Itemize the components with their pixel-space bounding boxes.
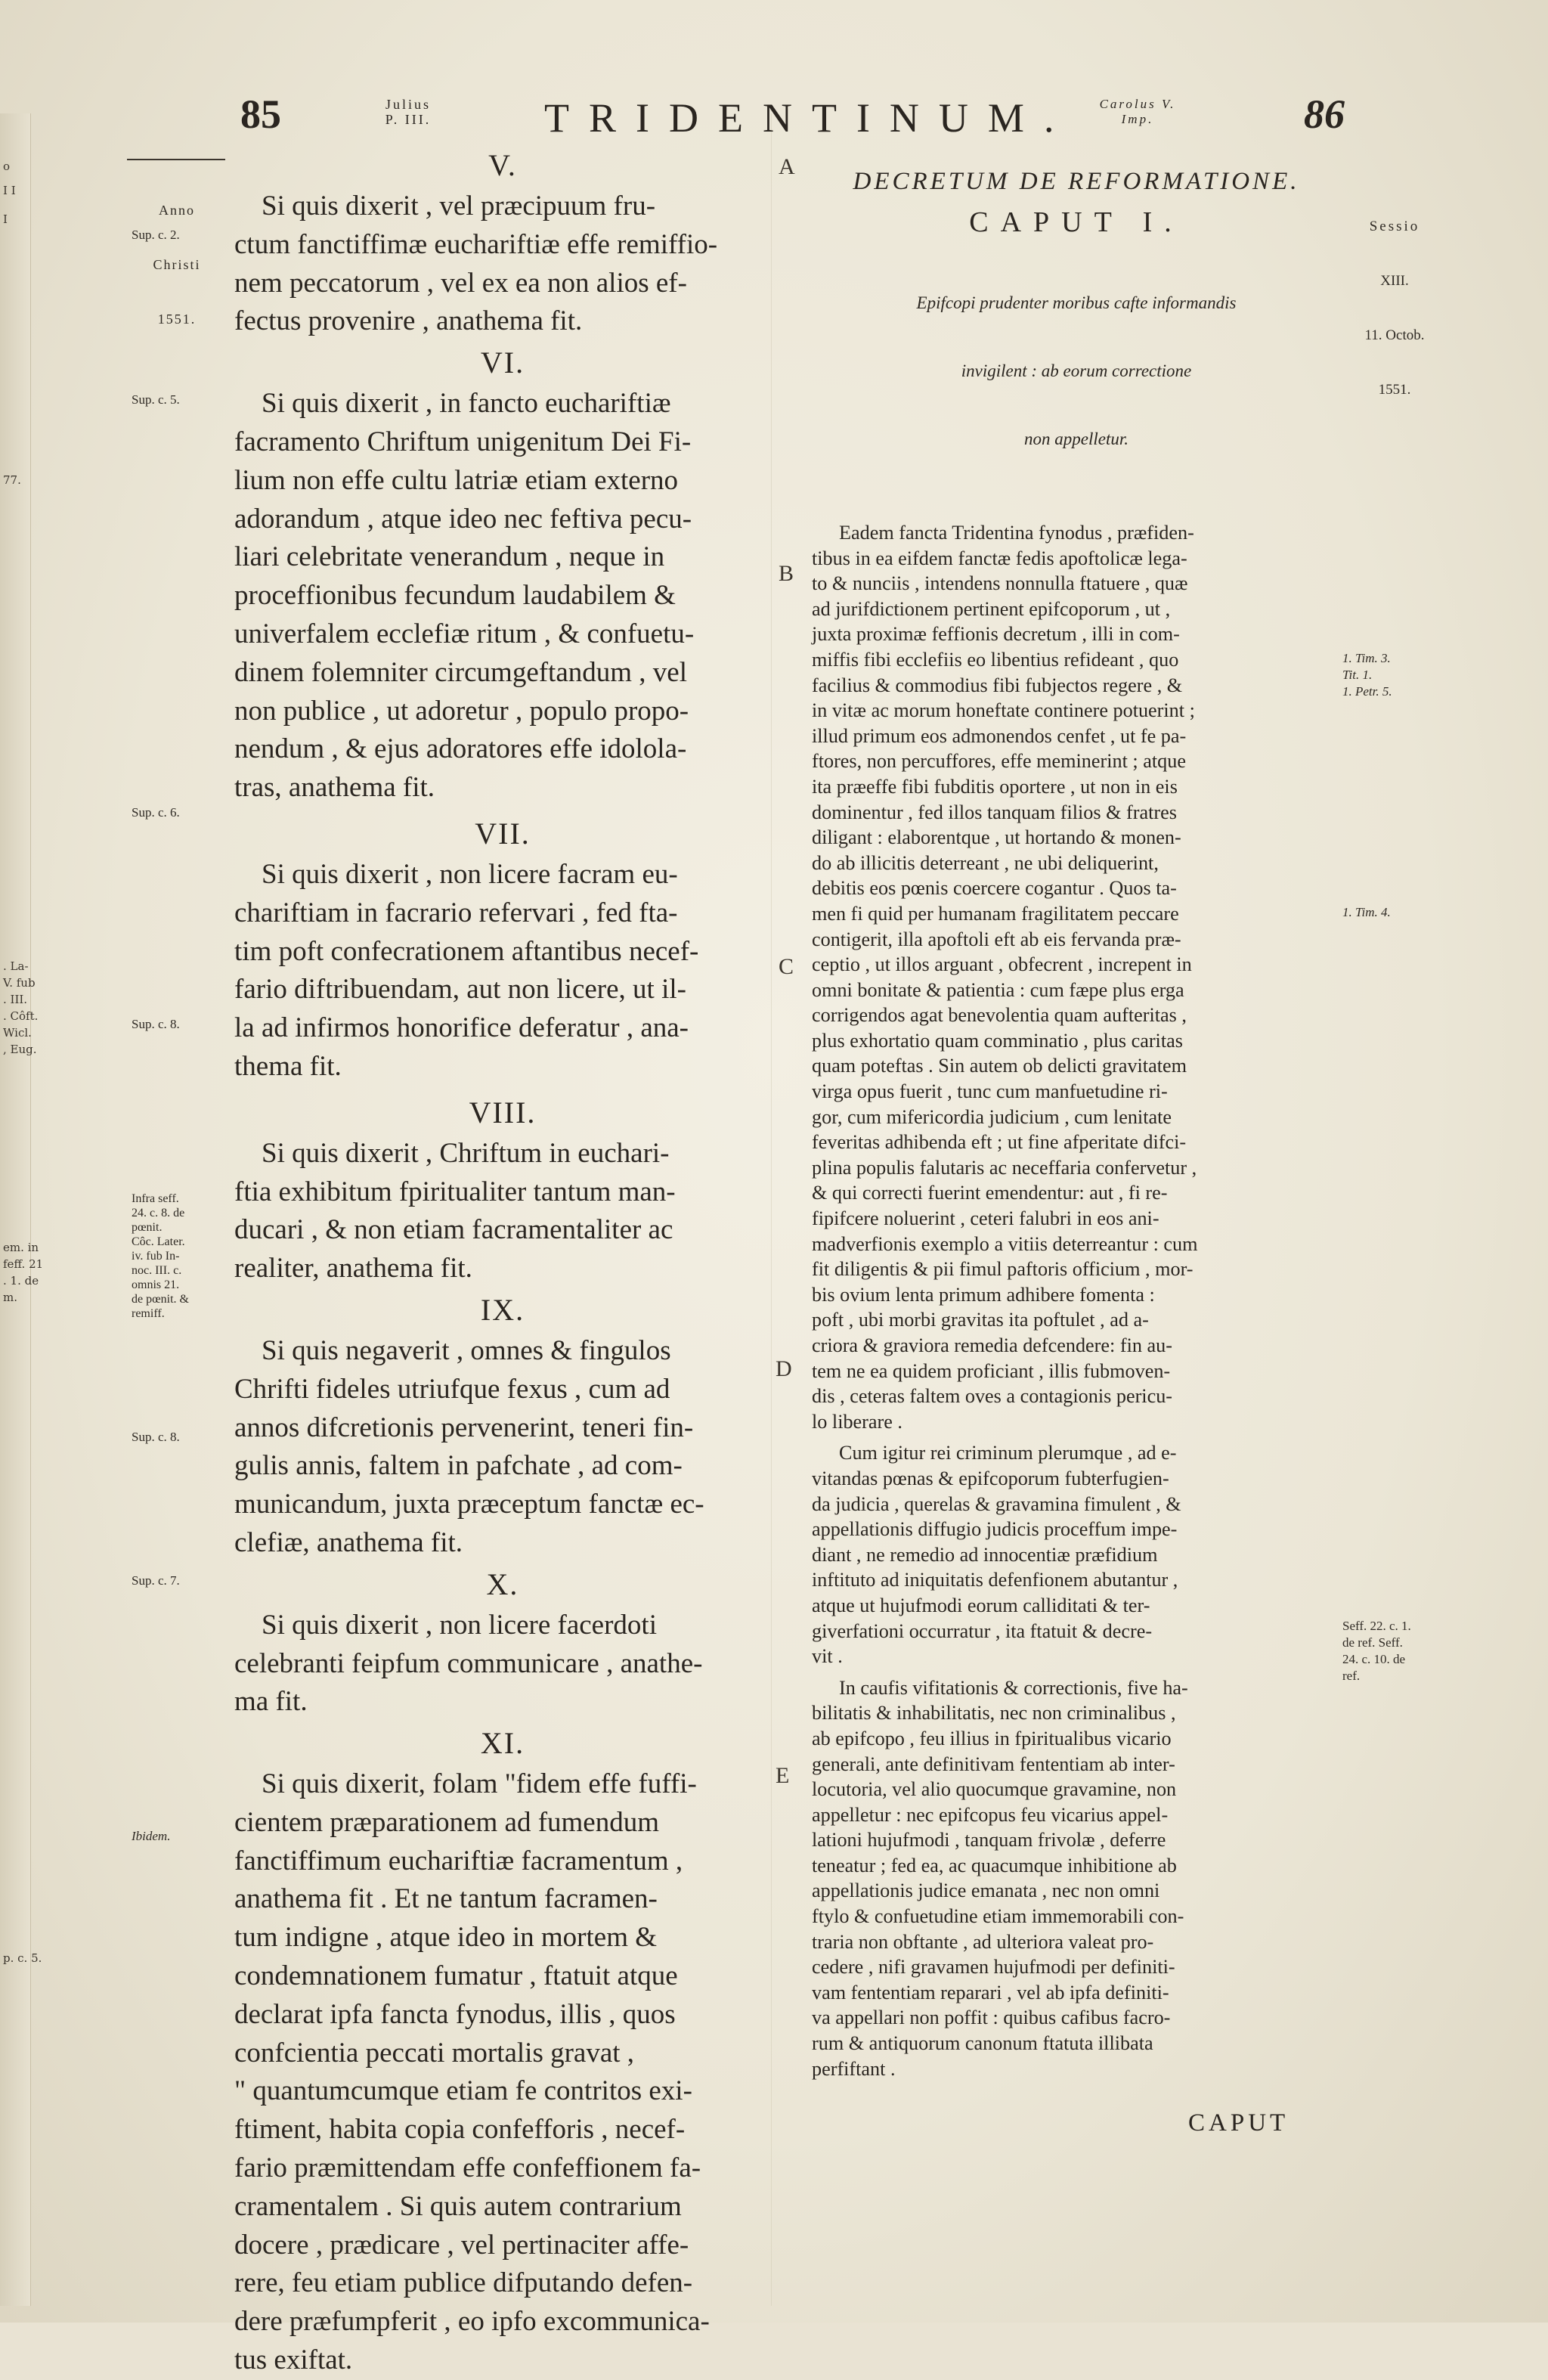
anno-line: Christi — [153, 257, 201, 272]
canon-text-line: " quantumcumque etiam fe contritos exi- — [234, 2075, 692, 2107]
page-number-right: 86 — [1304, 91, 1345, 137]
canon-text-line: anathema fit . Et ne tantum facramen- — [234, 1883, 658, 1915]
gutter-letter: A — [779, 154, 795, 179]
canon-number: IX. — [480, 1292, 525, 1327]
canon-text-line: gulis annis, faltem in pafchate , ad com- — [234, 1450, 683, 1482]
runner-left-line: Julius — [385, 97, 431, 112]
margin-rule — [127, 159, 225, 160]
margin-note: Sup. c. 6. — [132, 805, 180, 820]
prev-fragment: I — [3, 212, 8, 226]
canon-text-line: dere præfumpferit , eo ipfo excommunica- — [234, 2306, 710, 2338]
canon-text-line: Si quis dixerit, folam "fidem effe fuffi- — [262, 1768, 697, 1800]
running-title: TRIDENTINUM. — [544, 95, 1074, 141]
margin-note: Seff. 22. c. 1. de ref. Seff. 24. c. 10. de ref. — [1342, 1619, 1411, 1683]
canon-text-line: thema fit. — [234, 1050, 342, 1082]
decree-text-line: giverfationi occurratur , ita ftatuit & decre- — [812, 1619, 1153, 1642]
canon-text-line: docere , prædicare , vel pertinaciter affe- — [234, 2229, 689, 2261]
page-gutter — [771, 113, 772, 2306]
canon-text-line: fario diftribuendam, aut non licere, ut il- — [234, 974, 686, 1006]
decree-text-line: Cum igitur rei criminum plerumque , ad e- — [839, 1442, 1177, 1464]
canon-number: XI. — [480, 1726, 525, 1761]
canon-text-line: facramento Chriftum unigenitum Dei Fi- — [234, 426, 692, 457]
decree-text-line: feveritas adhibenda eft ; ut fine afperitate difci- — [812, 1131, 1187, 1154]
decree-text-line: vam fententiam reparari , vel ab ipfa definiti- — [812, 1981, 1169, 2003]
decree-text-line: quam poteftas . Sin autem ob delicti gravitatem — [812, 1055, 1187, 1077]
canon-text-line: nem peccatorum , vel ex ea non alios ef- — [234, 267, 687, 299]
canon-text-line: fario præmittendam effe confeffionem fa- — [234, 2152, 701, 2184]
decree-text-line: illud primum eos admonendos cenfet , ut fe pa- — [812, 724, 1187, 747]
decree-text-line: perfiftant . — [812, 2057, 896, 2080]
canon-text-line: dinem folemniter circumgeftandum , vel — [234, 656, 687, 688]
margin-note: Sup. c. 7. — [132, 1573, 180, 1588]
prev-fragment: feff. 21 — [3, 1257, 44, 1271]
spacer — [812, 1669, 1341, 1675]
gutter-letter: E — [776, 1763, 790, 1788]
decree-text-line: da judicia , querelas & gravamina fimulent , & — [812, 1492, 1181, 1515]
decree-text-line: traria non obftante , ad ulteriora valeat pro- — [812, 1930, 1154, 1953]
canon-text-line: lium non effe cultu latriæ etiam externo — [234, 464, 679, 496]
decree-text-line: juxta proximæ feffionis decretum , illi in com- — [812, 623, 1180, 646]
decree-text-line: generali, ante definitivam fententiam ab inter- — [812, 1752, 1175, 1775]
decree-text-line: in vitæ ac morum honeftate continere potuerint ; — [812, 699, 1195, 722]
decree-text-line: facilius & commodius fibi fubjectos regere , & — [812, 674, 1183, 696]
decree-text-line: Eadem fancta Tridentina fynodus , præfiden- — [839, 522, 1194, 544]
gutter-letter: D — [776, 1356, 792, 1381]
canon-text-line: confcientia peccati mortalis gravat , — [234, 2037, 635, 2069]
summary-line: non appelletur. — [1024, 429, 1128, 448]
decree-text-line: ita præeffe fibi fubditis oportere , ut non in eis — [812, 775, 1178, 798]
session-line: 1551. — [1378, 382, 1411, 398]
canon-text-line: Si quis negaverit , omnes & fingulos — [262, 1334, 671, 1366]
decree-text-line: dominentur , fed illos tanquam filios & fratres — [812, 801, 1177, 823]
decree-text-line: atque ut hujufmodi eorum calliditati & ter- — [812, 1594, 1150, 1616]
canon-number: VII. — [475, 816, 531, 851]
prev-fragment: 77. — [3, 473, 21, 487]
prev-fragment: o — [3, 160, 11, 173]
decree-text-line: ab epifcopo , feu illius in fpiritualibus vicario — [812, 1727, 1172, 1749]
decree-text-line: vitandas pœnas & epifcoporum fubterfugien- — [812, 1467, 1169, 1489]
gutter-letter: B — [779, 561, 794, 586]
prev-fragment: I I — [3, 184, 16, 197]
canon-text-line: tras, anathema fit. — [234, 772, 435, 804]
margin-note: Infra seff. 24. c. 8. de pœnit. Côc. Later. iv. fub In- noc. III. c. omnis 21. de pœnit. & remiff. — [132, 1192, 189, 1320]
decree-column — [812, 165, 1341, 2081]
canon-text-line: ma fit. — [234, 1686, 308, 1718]
anno-christi-note — [130, 165, 224, 346]
page-number-left: 85 — [240, 91, 281, 137]
runner-right-line: Imp. — [1121, 112, 1154, 126]
decree-text-line: inftituto ad iniquitatis defenfionem abutantur , — [812, 1569, 1178, 1591]
canon-text-line: ctum fanctiffimæ euchariftiæ effe remiffio- — [234, 228, 718, 260]
catchword: CAPUT — [1188, 2109, 1289, 2137]
decree-text-line: tem ne ea quidem proficiant , illis fubmoven- — [812, 1359, 1171, 1382]
decree-text-line: ceptio , ut illos arguant , obfecrent , increpent in — [812, 953, 1192, 976]
decree-text-line: criora & graviora remedia defcendere: fin au- — [812, 1334, 1172, 1356]
canon-text-line: chariftiam in facrario refervari , fed fta- — [234, 897, 678, 928]
canon-text-line: proceffionibus fecundum laudabilem & — [234, 580, 676, 612]
decree-text-line: appellationis diffugio judicis proceffum impe- — [812, 1518, 1178, 1541]
prev-fragment: em. in — [3, 1241, 39, 1254]
canon-text-line: annos difcretionis pervenerint, teneri fin- — [234, 1412, 694, 1443]
runner-left — [363, 97, 454, 127]
session-line: Sessio — [1369, 218, 1420, 234]
runner-left-line: P. III. — [385, 112, 432, 127]
canon-number: X. — [486, 1567, 519, 1601]
spacer — [812, 1434, 1341, 1440]
decree-text-line: locutoria, vel alio quocumque gravamine, non — [812, 1778, 1177, 1801]
decree-text-line: to & nunciis , intendens nonnulla ftatuere , quæ — [812, 572, 1188, 595]
canon-text-line: celebranti feipfum communicare , anathe- — [234, 1647, 703, 1679]
canon-text-line: Si quis dixerit , Chriftum in euchari- — [262, 1137, 670, 1169]
canon-text-line: cramentalem . Si quis autem contrarium — [234, 2190, 682, 2222]
caput-heading: CAPUT I. — [969, 206, 1184, 238]
canon-text-line: municandum, juxta præceptum fanctæ ec- — [234, 1489, 704, 1520]
decree-text-line: madverfionis exemplo a vitiis deterreantur : cum — [812, 1232, 1198, 1255]
summary-line: invigilent : ab eorum correctione — [961, 361, 1192, 380]
margin-note: Sup. c. 8. — [132, 1430, 180, 1444]
canon-text-line: fanctiffimum euchariftiæ facramentum , — [234, 1845, 683, 1876]
decree-text-line: va appellari non poffit : quibus cafibus facro- — [812, 2007, 1171, 2029]
prev-fragment: V. fub — [3, 976, 36, 990]
decree-text-line: rum & antiquorum canonum ftatuta illibata — [812, 2032, 1153, 2055]
decree-text-line: men fi quid per humanam fragilitatem peccare — [812, 902, 1179, 925]
session-line: 11. Octob. — [1364, 327, 1425, 343]
canon-text-line: tus exiftat. — [234, 2344, 353, 2376]
canon-number: VIII. — [469, 1095, 537, 1130]
decree-text-line: miffis fibi ecclefiis eo libentius refideant , quo — [812, 648, 1179, 671]
decree-text-line: corrigendos agat benevolentia quam aufteritas , — [812, 1004, 1187, 1027]
canon-text-line: condemnationem fumatur , ftatuit atque — [234, 1960, 678, 1992]
decree-text-line: appelletur : nec epifcopus feu vicarius appel- — [812, 1803, 1169, 1826]
decree-text-line: virga opus fuerit , tunc cum manfuetudine ri- — [812, 1080, 1168, 1103]
decree-text-line: ftores, non percuffores, effe meminerint ; atque — [812, 750, 1186, 773]
canon-text-line: declarat ipfa fancta fynodus, illis , quos — [234, 1998, 676, 2030]
prev-fragment: Wicl. — [3, 1026, 32, 1040]
runner-right — [1073, 97, 1202, 127]
session-note — [1350, 181, 1439, 417]
decree-text-line: appellationis judice emanata , nec non omni — [812, 1880, 1160, 1902]
margin-note: 1. Tim. 4. — [1342, 905, 1391, 919]
margin-note: 1. Tim. 3. Tit. 1. 1. Petr. 5. — [1342, 651, 1392, 699]
prev-fragment: . III. — [3, 993, 28, 1006]
decree-text-line: vit . — [812, 1645, 843, 1668]
decree-text-line: ad jurifdictionem pertinent epifcoporum , ut , — [812, 597, 1171, 620]
decree-text-line: omni bonitate & patientia : cum fæpe plus erga — [812, 978, 1184, 1001]
decree-text-line: fipifcere noluerint , ceteri falubri in eos ani- — [812, 1207, 1159, 1230]
canons-column — [234, 144, 771, 2380]
canon-text-line: Chrifti fideles utriufque fexus , cum ad — [234, 1373, 670, 1405]
decree-text-line: tibus in ea eifdem fanctæ fedis apoftolicæ lega- — [812, 547, 1187, 569]
gutter-letter: C — [779, 954, 794, 979]
canon-text-line: cientem præparationem ad fumendum — [234, 1806, 660, 1838]
summary-line: Epifcopi prudenter moribus cafte informandis — [916, 293, 1237, 312]
anno-line: 1551. — [157, 311, 197, 327]
decree-text-line: diligant : elaborentque , ut hortando & monen- — [812, 826, 1181, 849]
decree-text-line: plus exhortatio quam comminatio , plus caritas — [812, 1029, 1183, 1052]
decree-text-line: poft , ubi morbi gravitas ita poftulet , ad a- — [812, 1309, 1149, 1331]
decree-text-line: bis ovium lenta primum adhibere fomenta : — [812, 1283, 1155, 1306]
decree-text-line: cedere , nifi gravamen hujufmodi per definiti- — [812, 1956, 1175, 1979]
canon-text-line: rere, feu etiam publice difputando defen- — [234, 2267, 693, 2299]
canon-text-line: univerfalem ecclefiæ ritum , & confuetu- — [234, 618, 695, 649]
prev-fragment: m. — [3, 1291, 17, 1304]
decree-text-line: In caufis vifitationis & correctionis, five ha- — [839, 1676, 1188, 1699]
canon-text-line: ftia exhibitum fpiritualiter tantum man- — [234, 1176, 676, 1207]
decree-text-line: diant , ne remedio ad innocentiæ præfidium — [812, 1543, 1158, 1566]
canon-text-line: adorandum , atque ideo nec feftiva pecu- — [234, 503, 692, 535]
decree-text-line: plina populis falutaris ac neceffaria confervetur , — [812, 1156, 1197, 1179]
anno-line: Anno — [159, 203, 195, 218]
prev-fragment: , Eug. — [3, 1043, 37, 1056]
decree-text-line: debitis eos pœnis coercere cogantur . Quos ta- — [812, 877, 1177, 900]
canon-text-line: tum indigne , atque ideo in mortem & — [234, 1922, 658, 1954]
previous-page-edge — [0, 113, 44, 2306]
margin-note: Ibidem. — [132, 1829, 171, 1843]
decree-title: DECRETUM DE REFORMATIONE. — [853, 168, 1300, 195]
decree-text-line: gor, cum mifericordia judicium , cum lenitate — [812, 1105, 1172, 1128]
decree-text-line: teneatur ; fed ea, ac quacumque inhibitione ab — [812, 1854, 1177, 1876]
canon-text-line: realiter, anathema fit. — [234, 1253, 472, 1285]
decree-body — [812, 520, 1341, 2081]
decree-text-line: dis , ceteras faltem oves a contagionis pericu- — [812, 1385, 1173, 1408]
prev-fragment: . La- — [3, 959, 29, 973]
canon-text-line: non publice , ut adoretur , populo propo- — [234, 695, 689, 727]
decree-text-line: lo liberare . — [812, 1410, 902, 1433]
canon-text-line: ftiment, habita copia confefforis , necef- — [234, 2114, 686, 2146]
margin-note: Sup. c. 2. — [132, 228, 180, 242]
margin-note: Sup. c. 8. — [132, 1017, 180, 1031]
decree-text-line: lationi hujufmodi , tanquam frivolæ , deferre — [812, 1829, 1166, 1852]
canon-text-line: la ad infirmos honorifice deferatur , ana- — [234, 1012, 689, 1044]
canon-text-line: Si quis dixerit , non licere facram eu- — [262, 858, 678, 890]
canon-text-line: Si quis dixerit , vel præcipuum fru- — [262, 191, 656, 222]
canon-text-line: ducari , & non etiam facramentaliter ac — [234, 1214, 673, 1246]
canon-text-line: tim poft confecrationem aftantibus necef- — [234, 935, 699, 967]
decree-text-line: do ab illicitis deterreant , ne ubi deliquerint, — [812, 851, 1159, 874]
decree-text-line: contigerit, illa apoftoli eft ab eis fervanda præ- — [812, 928, 1181, 950]
prev-fragment: . Côft. — [3, 1009, 39, 1023]
canon-text-line: Si quis dixerit , non licere facerdoti — [262, 1609, 657, 1641]
canon-text-line: liari celebritate venerandum , neque in — [234, 541, 665, 573]
canon-text-line: nendum , & ejus adoratores effe idolola- — [234, 733, 687, 765]
chapter-summary — [812, 246, 1341, 496]
decree-text-line: & qui correcti fuerint emendentur: aut , fi re- — [812, 1182, 1168, 1204]
canon-text-line: clefiæ, anathema fit. — [234, 1526, 463, 1558]
prev-fragment: . 1. de — [3, 1274, 39, 1288]
session-line: XIII. — [1380, 273, 1409, 289]
decree-text-line: fit diligentis & pii fimul paftoris officium , mor- — [812, 1258, 1194, 1281]
canon-text-line: Si quis dixerit , in fancto euchariftiæ — [262, 388, 671, 420]
canon-number: V. — [488, 148, 517, 182]
runner-right-line: Carolus V. — [1099, 97, 1176, 111]
running-header — [234, 91, 1345, 151]
margin-note: Sup. c. 5. — [132, 392, 180, 407]
canon-number: VI. — [480, 346, 525, 380]
prev-fragment: p. c. 5. — [3, 1951, 42, 1965]
decree-text-line: bilitatis & inhabilitatis, nec non criminalibus , — [812, 1702, 1176, 1725]
canon-text-line: fectus provenire , anathema fit. — [234, 305, 583, 337]
decree-text-line: ftylo & confuetudine etiam immemorabili con- — [812, 1905, 1184, 1928]
